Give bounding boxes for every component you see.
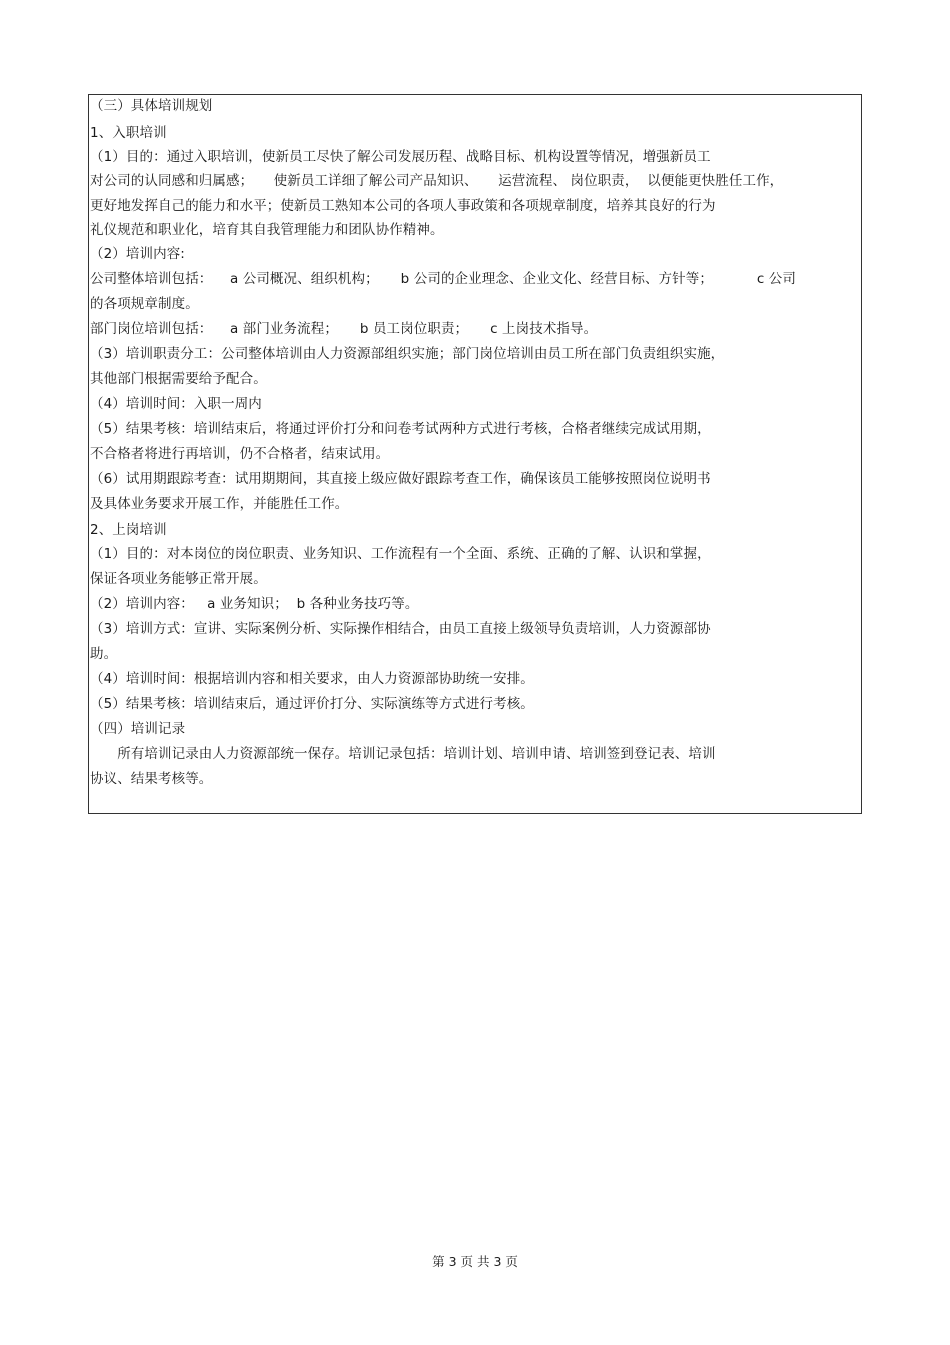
text-line: 协议、结果考核等。 [90, 771, 213, 787]
text-line: 更好地发挥自己的能力和水平；使新员工熟知本公司的各项人事政策和各项规章制度，培养其良好的行为 [90, 198, 716, 214]
section-heading-training-plan: （三）具体培训规划 [90, 98, 213, 114]
text-line: 对公司的认同感和归属感； 使新员工详细了解公司产品知识、 运营流程、 岗位职责， 以便能更快胜任工作， [90, 173, 784, 189]
text-line: 公司整体培训包括： a 公司概况、组织机构； b 公司的企业理念、企业文化、经营目标、方针等； c 公司 [90, 271, 796, 287]
text-line: （2）培训内容： a 业务知识； b 各种业务技巧等。 [90, 596, 419, 612]
text-line: 所有培训记录由人力资源部统一保存。培训记录包括：培训计划、培训申请、培训签到登记表、培训 [90, 746, 716, 762]
text-line: 不合格者将进行再培训，仍不合格者，结束试用。 [90, 446, 390, 462]
subheading-onboarding: 1、入职培训 [90, 125, 167, 141]
subheading-on-job: 2、上岗培训 [90, 522, 167, 538]
text-line: （4）培训时间：根据培训内容和相关要求，由人力资源部协助统一安排。 [90, 671, 534, 687]
text-line: （5）结果考核：培训结束后，将通过评价打分和问卷考试两种方式进行考核，合格者继续完成试用期， [90, 421, 711, 437]
text-line: （1）目的：通过入职培训，使新员工尽快了解公司发展历程、战略目标、机构设置等情况，增强新员工 [90, 149, 711, 165]
text-line: 其他部门根据需要给予配合。 [90, 371, 267, 387]
text-line: （3）培训职责分工：公司整体培训由人力资源部组织实施；部门岗位培训由员工所在部门负责组织实施， [90, 346, 725, 362]
page-number: 第 3 页 共 3 页 [432, 1254, 518, 1269]
text-line: 的各项规章制度。 [90, 296, 199, 312]
section-heading-records: （四）培训记录 [90, 721, 186, 737]
text-line: （3）培训方式：宣讲、实际案例分析、实际操作相结合，由员工直接上级领导负责培训，人力资源部协 [90, 621, 711, 637]
text-line: 部门岗位培训包括： a 部门业务流程； b 员工岗位职责； c 上岗技术指导。 [90, 321, 598, 337]
text-line: （1）目的：对本岗位的岗位职责、业务知识、工作流程有一个全面、系统、正确的了解、认识和掌握， [90, 546, 711, 562]
text-line: 礼仪规范和职业化，培育其自我管理能力和团队协作精神。 [90, 222, 444, 238]
text-line: （4）培训时间：入职一周内 [90, 396, 262, 412]
text-line: （2）培训内容: [90, 246, 185, 262]
text-line: 及具体业务要求开展工作，并能胜任工作。 [90, 496, 349, 512]
text-line: （6）试用期跟踪考查：试用期期间，其直接上级应做好跟踪考查工作，确保该员工能够按照岗位说明书 [90, 471, 711, 487]
text-line: 保证各项业务能够正常开展。 [90, 571, 267, 587]
text-line: 助。 [90, 646, 118, 662]
text-line: （5）结果考核：培训结束后，通过评价打分、实际演练等方式进行考核。 [90, 696, 534, 712]
